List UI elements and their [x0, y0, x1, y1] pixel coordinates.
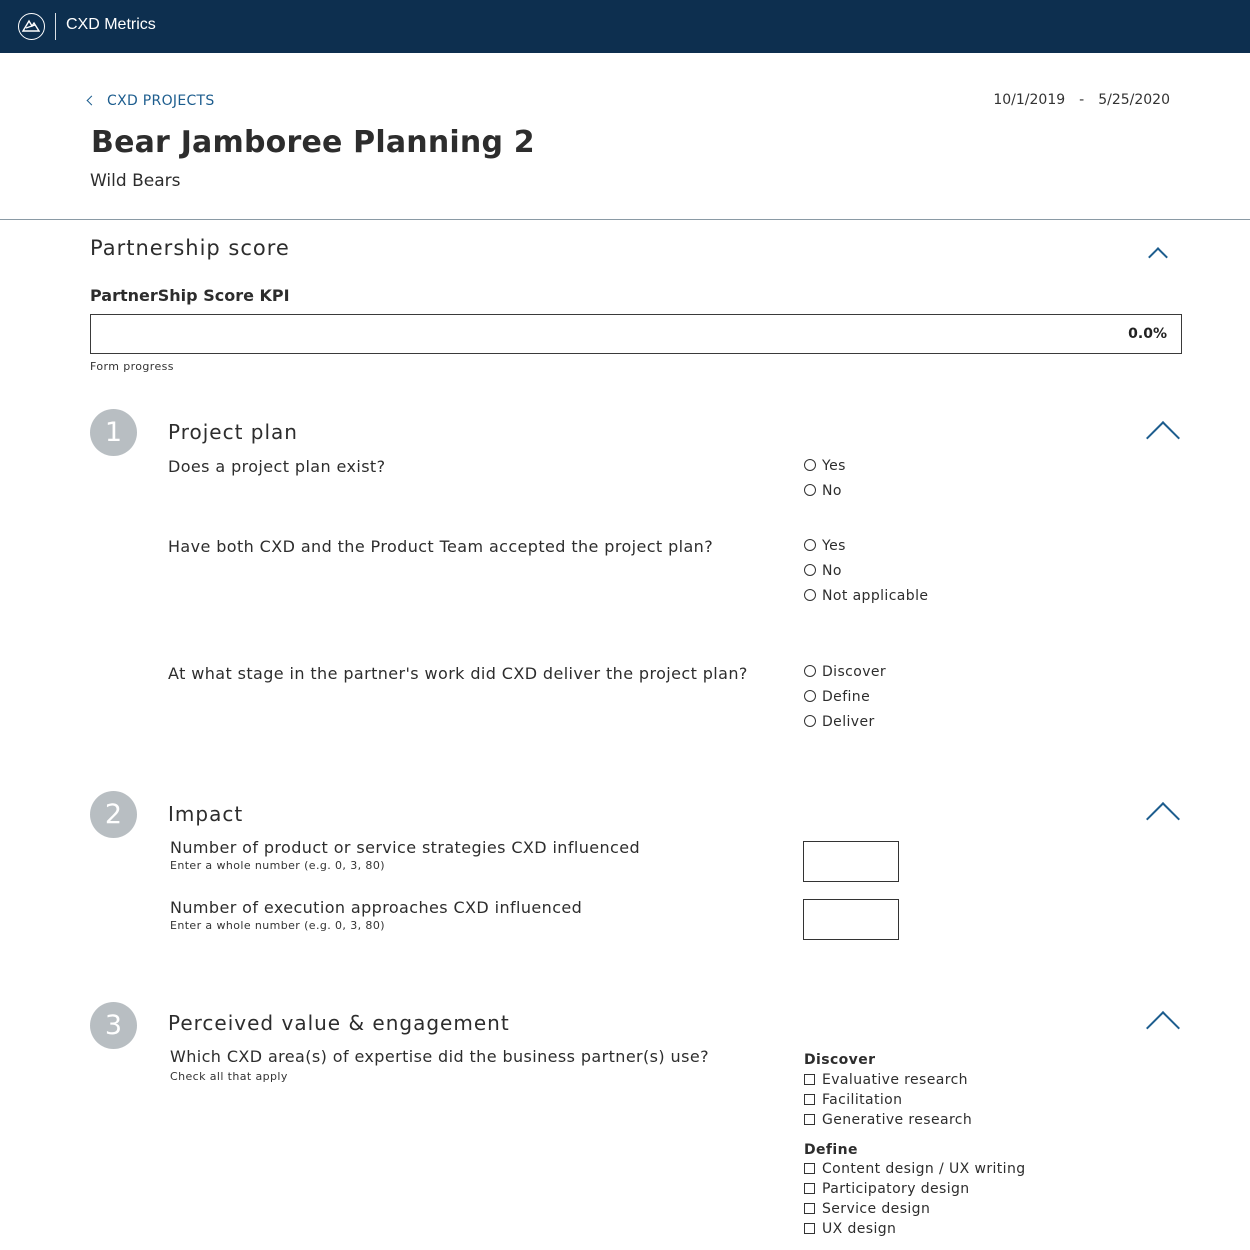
date-start: 10/1/2019 — [993, 92, 1066, 108]
question-expertise-areas: Which CXD area(s) of expertise did the business partner(s) use? — [170, 1047, 709, 1066]
radio-label: Discover — [822, 664, 887, 680]
question-plan-exists: Does a project plan exist? — [168, 457, 386, 476]
question-plan-stage: At what stage in the partner's work did CXD deliver the project plan? — [168, 664, 748, 683]
radio-label: Yes — [822, 458, 846, 474]
checkbox-participatory-design[interactable] — [804, 1181, 970, 1197]
progress-percent: 0.0% — [1128, 326, 1167, 342]
hint-execution: Enter a whole number (e.g. 0, 3, 80) — [170, 919, 385, 932]
kpi-label: PartnerShip Score KPI — [90, 286, 290, 305]
radio-circle-icon — [804, 459, 816, 471]
checkbox-square-icon — [804, 1223, 815, 1234]
checkbox-square-icon — [804, 1183, 815, 1194]
header-divider — [0, 219, 1250, 220]
group-label-define: Define — [804, 1142, 858, 1158]
group-label-discover: Discover — [804, 1052, 876, 1068]
radio-plan-accepted-no[interactable] — [804, 563, 842, 579]
hint-strategies: Enter a whole number (e.g. 0, 3, 80) — [170, 859, 385, 872]
date-separator: - — [1079, 92, 1085, 108]
radio-circle-icon — [804, 589, 816, 601]
radio-label: Deliver — [822, 714, 875, 730]
step-number-1: 1 — [90, 409, 137, 456]
section-title-impact: Impact — [168, 802, 244, 826]
radio-label: No — [822, 563, 842, 579]
back-link-label: CXD PROJECTS — [107, 93, 215, 109]
question-plan-accepted: Have both CXD and the Product Team accepted the project plan? — [168, 537, 714, 556]
section-title-perceived-value: Perceived value & engagement — [168, 1011, 510, 1035]
checkbox-square-icon — [804, 1203, 815, 1214]
hint-check-all: Check all that apply — [170, 1070, 288, 1083]
radio-circle-icon — [804, 564, 816, 576]
radio-circle-icon — [804, 484, 816, 496]
question-strategies-influenced: Number of product or service strategies CXD influenced — [170, 838, 641, 857]
progress-caption: Form progress — [90, 360, 174, 373]
checkbox-square-icon — [804, 1163, 815, 1174]
checkbox-service-design[interactable] — [804, 1201, 930, 1217]
radio-plan-exists-no[interactable] — [804, 483, 842, 499]
radio-label: No — [822, 483, 842, 499]
radio-plan-accepted-yes[interactable] — [804, 538, 846, 554]
radio-stage-discover[interactable] — [804, 664, 886, 680]
execution-count-input[interactable] — [803, 899, 899, 940]
partnership-score-title: Partnership score — [90, 236, 290, 260]
checkbox-content-design[interactable] — [804, 1161, 1026, 1177]
radio-label: Define — [822, 689, 871, 705]
checkbox-label: Content design / UX writing — [822, 1161, 1026, 1177]
app-title: CXD Metrics — [66, 16, 156, 33]
radio-circle-icon — [804, 690, 816, 702]
logo-divider — [55, 13, 56, 40]
step-number-2: 2 — [90, 791, 137, 838]
radio-plan-accepted-na[interactable] — [804, 588, 928, 604]
checkbox-generative-research[interactable] — [804, 1112, 972, 1128]
collapse-partnership-icon[interactable] — [1148, 247, 1168, 267]
step-number-3: 3 — [90, 1002, 137, 1049]
checkbox-square-icon — [804, 1094, 815, 1105]
radio-label: Yes — [822, 538, 846, 554]
checkbox-evaluative-research[interactable] — [804, 1072, 968, 1088]
back-to-projects-link[interactable] — [88, 93, 215, 109]
radio-circle-icon — [804, 539, 816, 551]
date-end: 5/25/2020 — [1098, 92, 1170, 108]
radio-plan-exists-yes[interactable] — [804, 458, 846, 474]
radio-circle-icon — [804, 665, 816, 677]
mountain-logo-icon[interactable] — [18, 13, 45, 40]
checkbox-ux-design[interactable] — [804, 1221, 896, 1237]
form-progress-bar — [90, 314, 1182, 354]
checkbox-label: Participatory design — [822, 1181, 970, 1197]
collapse-perceived-value-icon[interactable] — [1146, 1011, 1180, 1045]
question-execution-approaches: Number of execution approaches CXD influenced — [170, 898, 583, 917]
page-title: Bear Jamboree Planning 2 — [91, 125, 535, 160]
checkbox-label: UX design — [822, 1221, 897, 1237]
checkbox-label: Facilitation — [822, 1092, 903, 1108]
top-bar — [0, 0, 1250, 53]
checkbox-facilitation[interactable] — [804, 1092, 902, 1108]
date-range — [993, 92, 1170, 108]
radio-label: Not applicable — [822, 588, 929, 604]
checkbox-square-icon — [804, 1074, 815, 1085]
strategies-count-input[interactable] — [803, 841, 899, 882]
collapse-project-plan-icon[interactable] — [1146, 421, 1180, 455]
checkbox-label: Service design — [822, 1201, 931, 1217]
chevron-left-icon — [87, 96, 97, 106]
checkbox-label: Evaluative research — [822, 1072, 968, 1088]
collapse-impact-icon[interactable] — [1146, 802, 1180, 836]
checkbox-label: Generative research — [822, 1112, 973, 1128]
radio-stage-define[interactable] — [804, 689, 870, 705]
page-subtitle: Wild Bears — [90, 171, 181, 191]
checkbox-square-icon — [804, 1114, 815, 1125]
section-title-project-plan: Project plan — [168, 420, 298, 444]
radio-circle-icon — [804, 715, 816, 727]
radio-stage-deliver[interactable] — [804, 714, 875, 730]
